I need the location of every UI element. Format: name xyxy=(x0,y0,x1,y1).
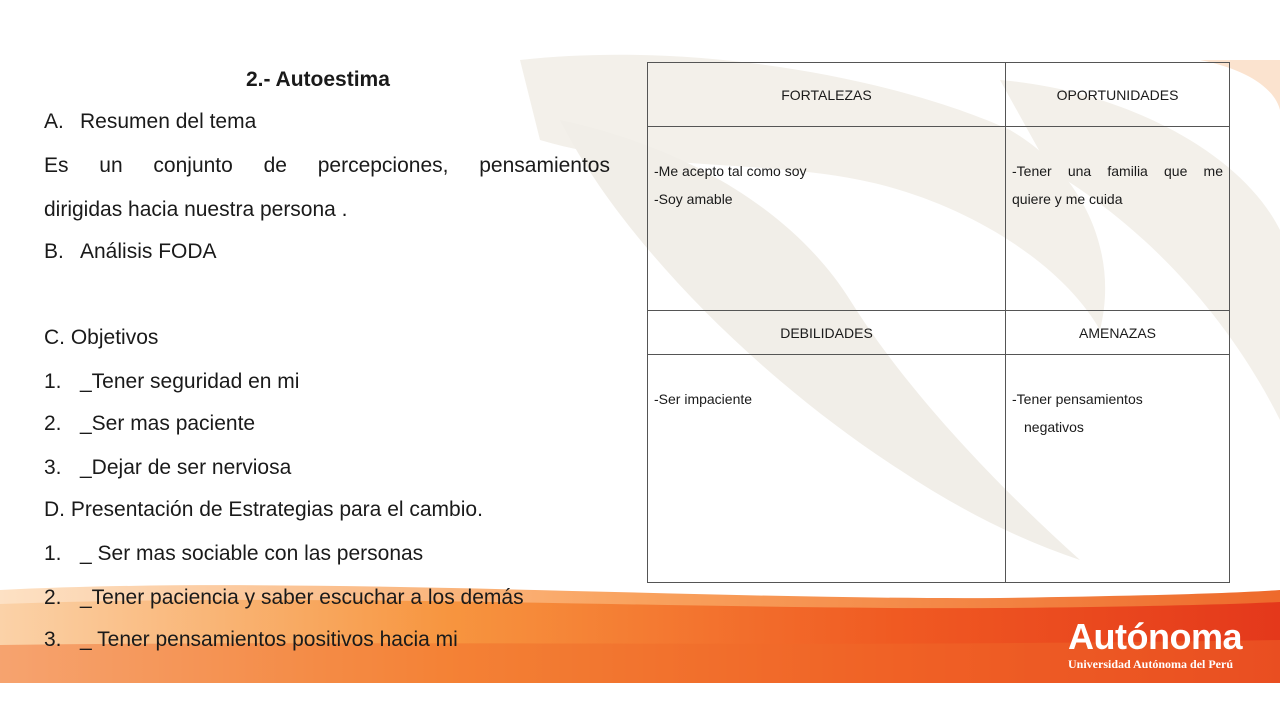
section-c: C. Objetivos xyxy=(44,326,159,349)
objective-item xyxy=(44,456,291,480)
objective-item xyxy=(44,370,299,394)
autonoma-logo xyxy=(1068,618,1268,674)
fortaleza-item: -Me acepto tal como soy xyxy=(654,163,807,179)
fortalezas-header: FORTALEZAS xyxy=(648,63,1006,127)
strategy-item xyxy=(44,542,423,566)
strategy-number: 3. xyxy=(44,628,62,651)
section-b-label: Análisis FODA xyxy=(80,240,217,263)
strategy-item xyxy=(44,628,458,652)
strategy-item xyxy=(44,586,524,610)
summary-line-2: dirigidas hacia nuestra persona . xyxy=(44,198,348,221)
section-a-label: Resumen del tema xyxy=(80,110,257,133)
objective-number: 1. xyxy=(44,370,62,393)
strategy-number: 1. xyxy=(44,542,62,565)
oportunidad-item: -Tener una familia que me xyxy=(1012,163,1223,179)
objective-text: _Ser mas paciente xyxy=(80,412,256,435)
objective-text: _Dejar de ser nerviosa xyxy=(80,456,292,479)
strategy-number: 2. xyxy=(44,586,62,609)
oportunidades-cell xyxy=(1006,127,1230,311)
section-b xyxy=(44,240,217,264)
section-title: 2.- Autoestima xyxy=(246,68,390,91)
foda-table xyxy=(647,62,1230,583)
section-a-marker: A. xyxy=(44,110,64,133)
section-d: D. Presentación de Estrategias para el cambio. xyxy=(44,498,483,521)
debilidades-cell xyxy=(648,355,1006,583)
objective-text: _Tener seguridad en mi xyxy=(80,370,300,393)
fortalezas-cell xyxy=(648,127,1006,311)
objective-item xyxy=(44,412,255,436)
logo-wordmark: Autónoma xyxy=(1068,616,1242,657)
oportunidad-item: quiere y me cuida xyxy=(1012,191,1123,207)
objective-number: 2. xyxy=(44,412,62,435)
debilidades-header: DEBILIDADES xyxy=(648,311,1006,355)
amenaza-item: negativos xyxy=(1024,419,1084,435)
objective-number: 3. xyxy=(44,456,62,479)
section-b-marker: B. xyxy=(44,240,64,263)
strategy-text: _ Ser mas sociable con las personas xyxy=(80,542,424,565)
amenaza-item: -Tener pensamientos xyxy=(1012,391,1143,407)
strategy-text: _ Tener pensamientos positivos hacia mi xyxy=(80,628,458,651)
debilidad-item: -Ser impaciente xyxy=(654,391,753,407)
summary-line-1: Es un conjunto de percepciones, pensamientos xyxy=(44,154,610,177)
logo-subtitle: Universidad Autónoma del Perú xyxy=(1068,657,1234,671)
section-a xyxy=(44,110,256,134)
amenazas-cell xyxy=(1006,355,1230,583)
amenazas-header: AMENAZAS xyxy=(1006,311,1230,355)
fortaleza-item: -Soy amable xyxy=(654,191,733,207)
oportunidades-header: OPORTUNIDADES xyxy=(1006,63,1230,127)
strategy-text: _Tener paciencia y saber escuchar a los demás xyxy=(80,586,524,609)
